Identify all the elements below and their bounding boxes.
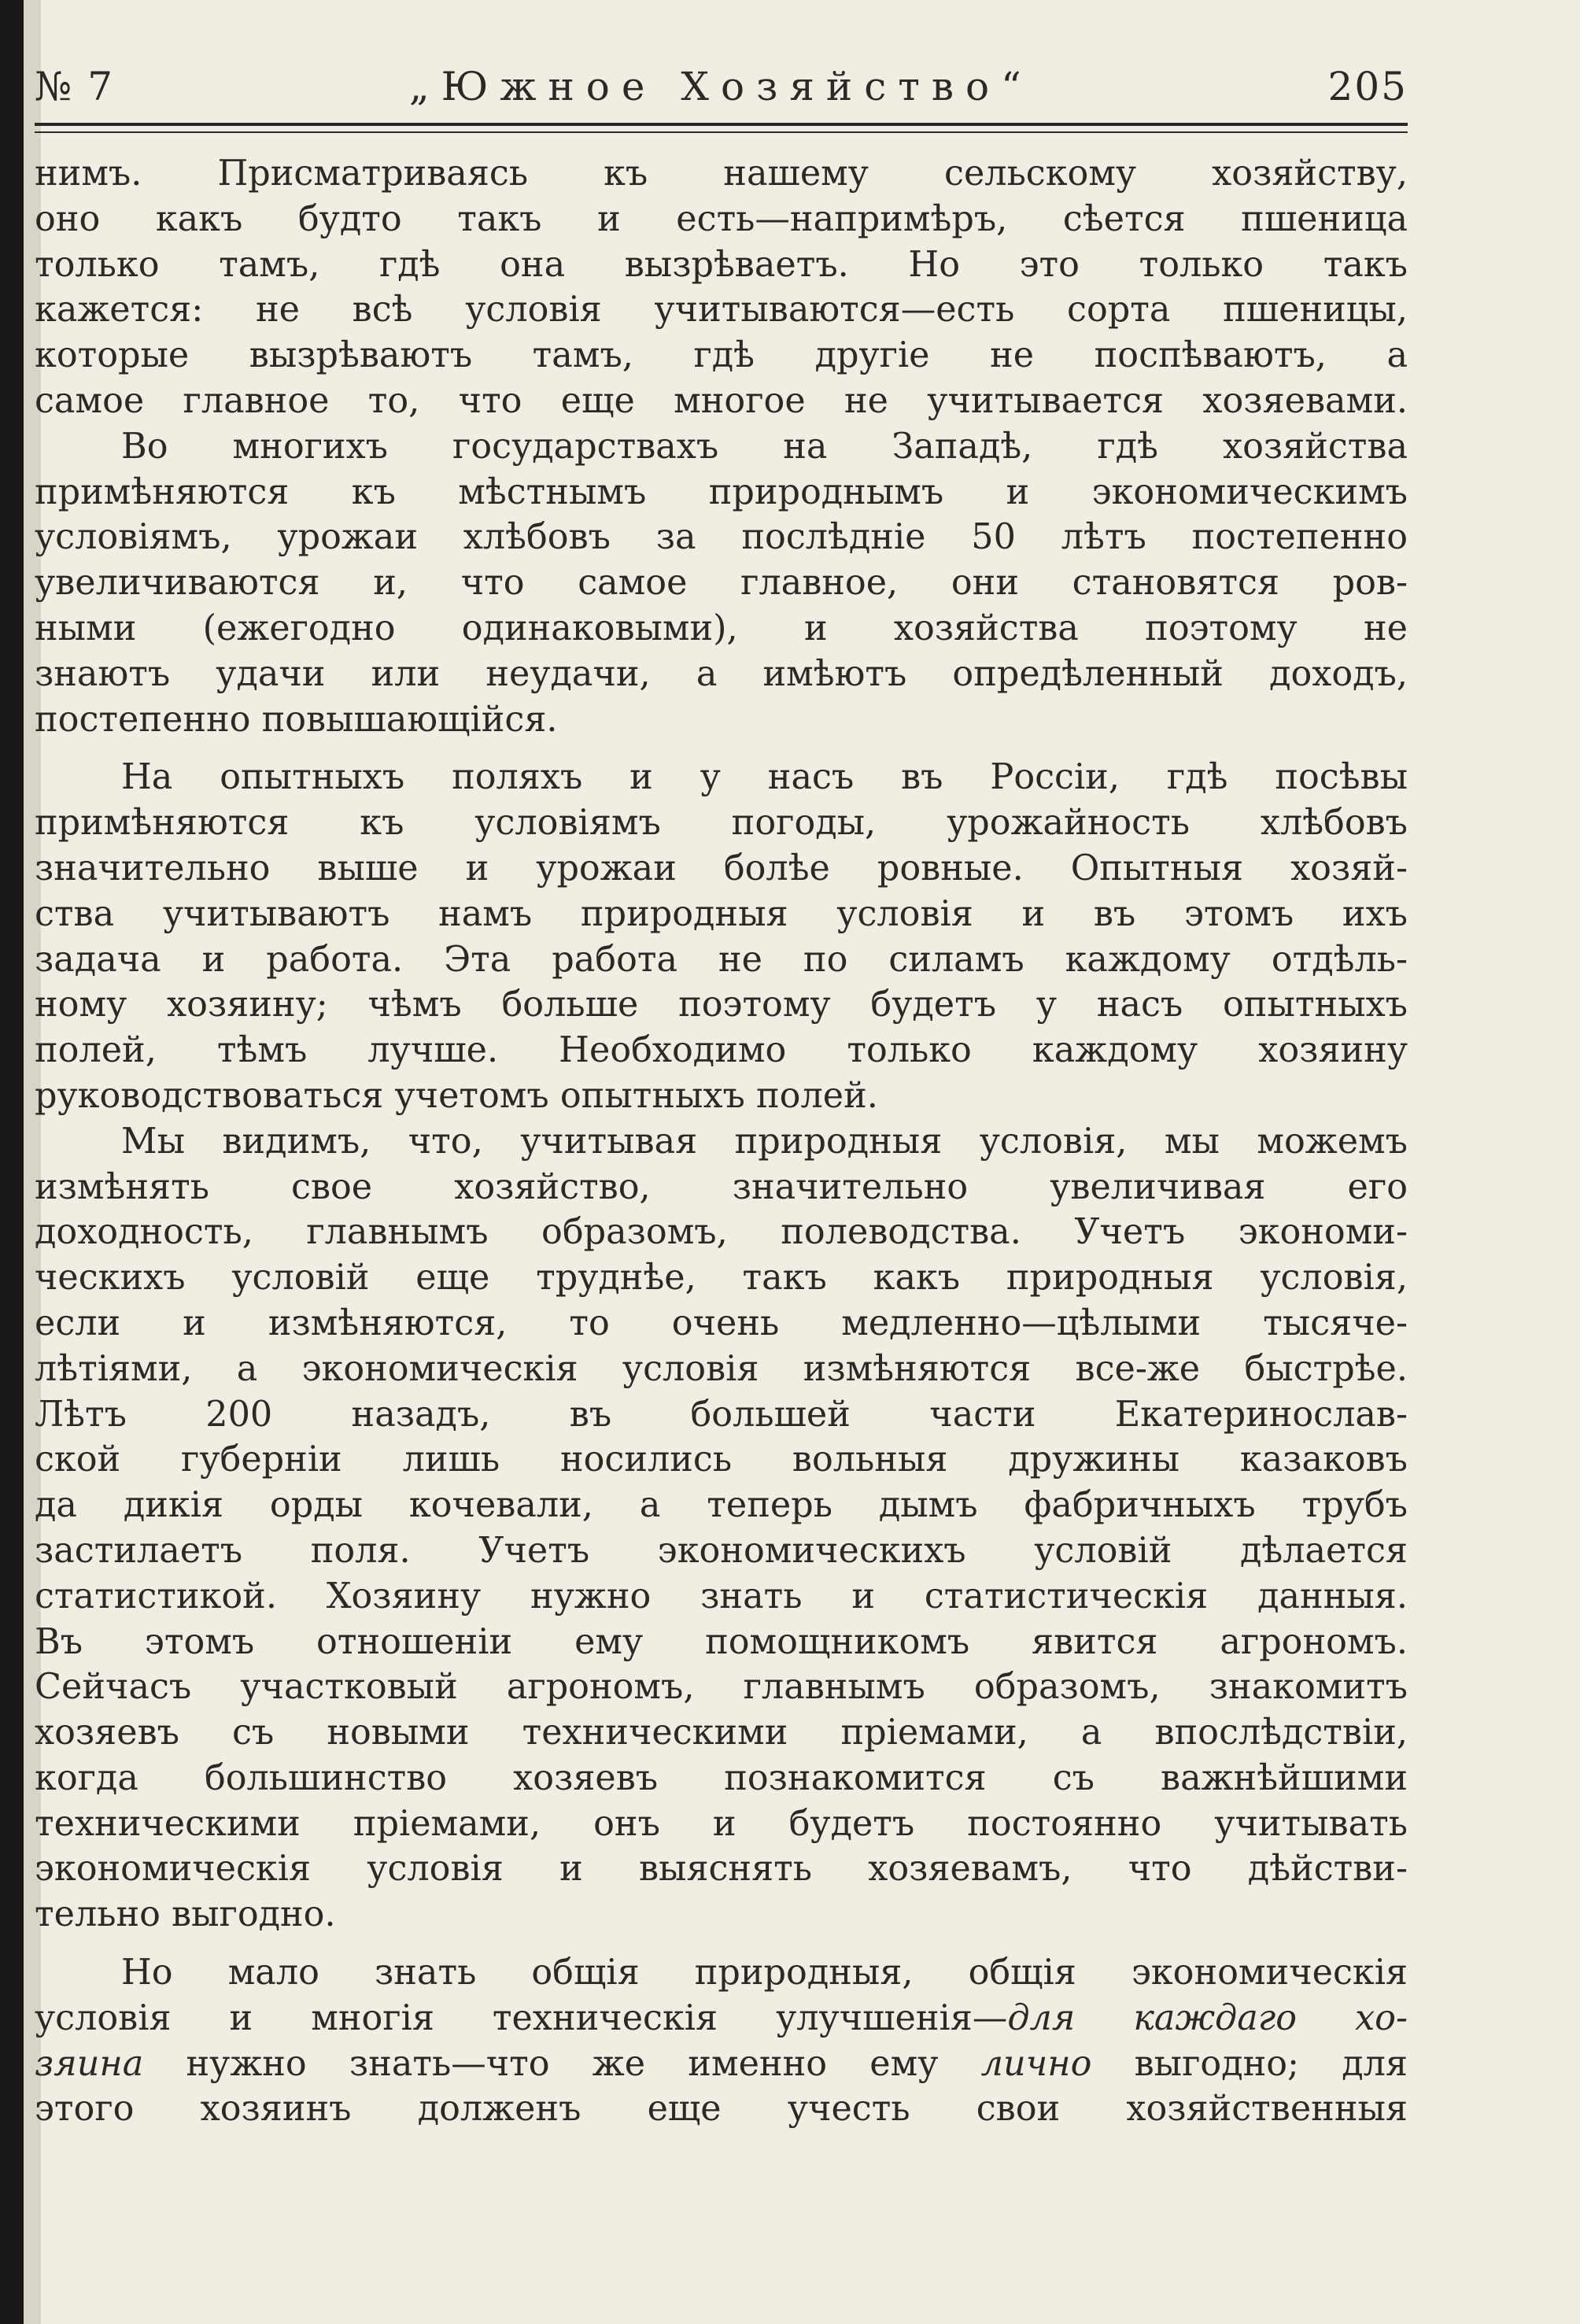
text-line: статистикой. Хозяину нужно знать и статистическія данныя. [35,1576,1408,1616]
text-line: нимъ. Присматриваясь къ нашему сельскому хозяйству, [35,153,1408,194]
journal-title: „Южное Хозяйство“ [408,64,1033,109]
text-line: только тамъ, гдѣ она вызрѣваетъ. Но это только такъ [35,244,1408,285]
text-line: когда большинство хозяевъ познакомится съ важнѣйшими [35,1757,1408,1798]
text-line: кажется: не всѣ условія учитываются—есть сорта пшеницы, [35,290,1408,331]
text-line: измѣнять свое хозяйство, значительно увеличивая его [35,1166,1408,1207]
text-line: экономическія условія и выяснять хозяевамъ, что дѣйстви- [35,1849,1408,1890]
running-header [35,63,1408,110]
text-line: лѣтіями, а экономическія условія измѣняются все-же быстрѣе. [35,1348,1408,1389]
text-line: если и измѣняются, то очень медленно—цѣлыми тысяче- [35,1302,1408,1343]
emphasis-text: зяина [35,2043,144,2084]
text-line: ными (ежегодно одинаковыми), и хозяйства поэтому не [35,608,1408,648]
text-line: примѣняются къ условіямъ погоды, урожайность хлѣбовъ [35,803,1408,844]
text-line: условіямъ, урожаи хлѣбовъ за послѣдніе 50 лѣтъ постепенно [35,517,1408,558]
header-rule-thin [35,131,1408,133]
header-rule-thick [35,123,1408,126]
text-line: руководствоваться учетомъ опытныхъ полей. [35,1075,878,1116]
text-span: выгодно; для [1091,2043,1408,2084]
text-line: да дикія орды кочевали, а теперь дымъ фабричныхъ трубъ [35,1485,1408,1526]
text-line: постепенно повышающійся. [35,699,558,740]
binding-gutter [0,0,24,2324]
text-line: оно какъ будто такъ и есть—напримѣръ, сѣется пшеница [35,198,1408,239]
journal-page [35,63,1408,2132]
text-line: ской губерніи лишь носились вольныя дружины казаковъ [35,1439,1408,1480]
paragraph-4 [35,1119,1408,1938]
issue-number: № 7 [35,64,115,109]
paragraph-2 [35,424,1408,743]
text-line: знаютъ удачи или неудачи, а имѣютъ опредѣленный доходъ, [35,653,1408,694]
text-line: полей, тѣмъ лучше. Необходимо только каждому хозяину [35,1030,1408,1071]
text-line: застилаетъ поля. Учетъ экономическихъ условій дѣлается [35,1530,1408,1571]
text-span: условія и многія техническія улучшенія— [35,1997,1008,2038]
text-line: техническими пріемами, онъ и будетъ постоянно учитывать [35,1803,1408,1844]
page-number: 205 [1327,64,1408,109]
text-line: значительно выше и урожаи болѣе ровные. Опытныя хозяй- [35,848,1408,889]
text-line: Лѣтъ 200 назадъ, въ большей части Екатеринослав- [35,1394,1408,1435]
text-line: этого хозяинъ долженъ еще учесть свои хозяйственныя [35,2089,1408,2130]
text-line: хозяевъ съ новыми техническими пріемами, а впослѣдствіи, [35,1713,1408,1753]
paragraph-1 [35,151,1408,424]
text-line: Въ этомъ отношеніи ему помощникомъ явится агрономъ. [35,1621,1408,1662]
text-line: ному хозяину; чѣмъ больше поэтому будетъ у насъ опытныхъ [35,985,1408,1025]
paragraph-5 [35,1950,1408,2132]
text-line: задача и работа. Эта работа не по силамъ каждому отдѣль- [35,939,1408,980]
text-line: Мы видимъ, что, учитывая природныя условія, мы можемъ [121,1121,1408,1162]
text-line: Во многихъ государствахъ на Западѣ, гдѣ хозяйства [121,426,1408,467]
text-line: Но мало знать общія природныя, общія экономическія [121,1953,1408,1993]
text-line: самое главное то, что еще многое не учитывается хозяевами. [35,380,1408,421]
paragraph-gap [35,742,1408,755]
text-line: На опытныхъ поляхъ и у насъ въ Россіи, гдѣ посѣвы [121,757,1408,798]
text-line: тельно выгодно. [35,1894,336,1935]
header-rules [35,123,1408,133]
text-line [35,1996,1408,2041]
text-span: нужно знать—что же именно ему [143,2043,981,2084]
paragraph-3 [35,755,1408,1118]
emphasis-text: для каждаго хо- [1007,1997,1408,2038]
text-line: ческихъ условій еще труднѣе, такъ какъ природныя условія, [35,1258,1408,1299]
text-line: которые вызрѣваютъ тамъ, гдѣ другіе не поспѣваютъ, а [35,335,1408,376]
article-body [35,151,1408,2132]
text-line: примѣняются къ мѣстнымъ природнымъ и экономическимъ [35,471,1408,512]
text-line: доходность, главнымъ образомъ, полеводства. Учетъ экономи- [35,1212,1408,1253]
emphasis-text: лично [980,2043,1092,2084]
text-line: Сейчасъ участковый агрономъ, главнымъ образомъ, знакомитъ [35,1667,1408,1708]
paragraph-gap [35,1938,1408,1950]
text-line: ства учитываютъ намъ природныя условія и въ этомъ ихъ [35,893,1408,934]
text-line [35,2041,1408,2087]
text-line: увеличиваются и, что самое главное, они становятся ров- [35,563,1408,604]
